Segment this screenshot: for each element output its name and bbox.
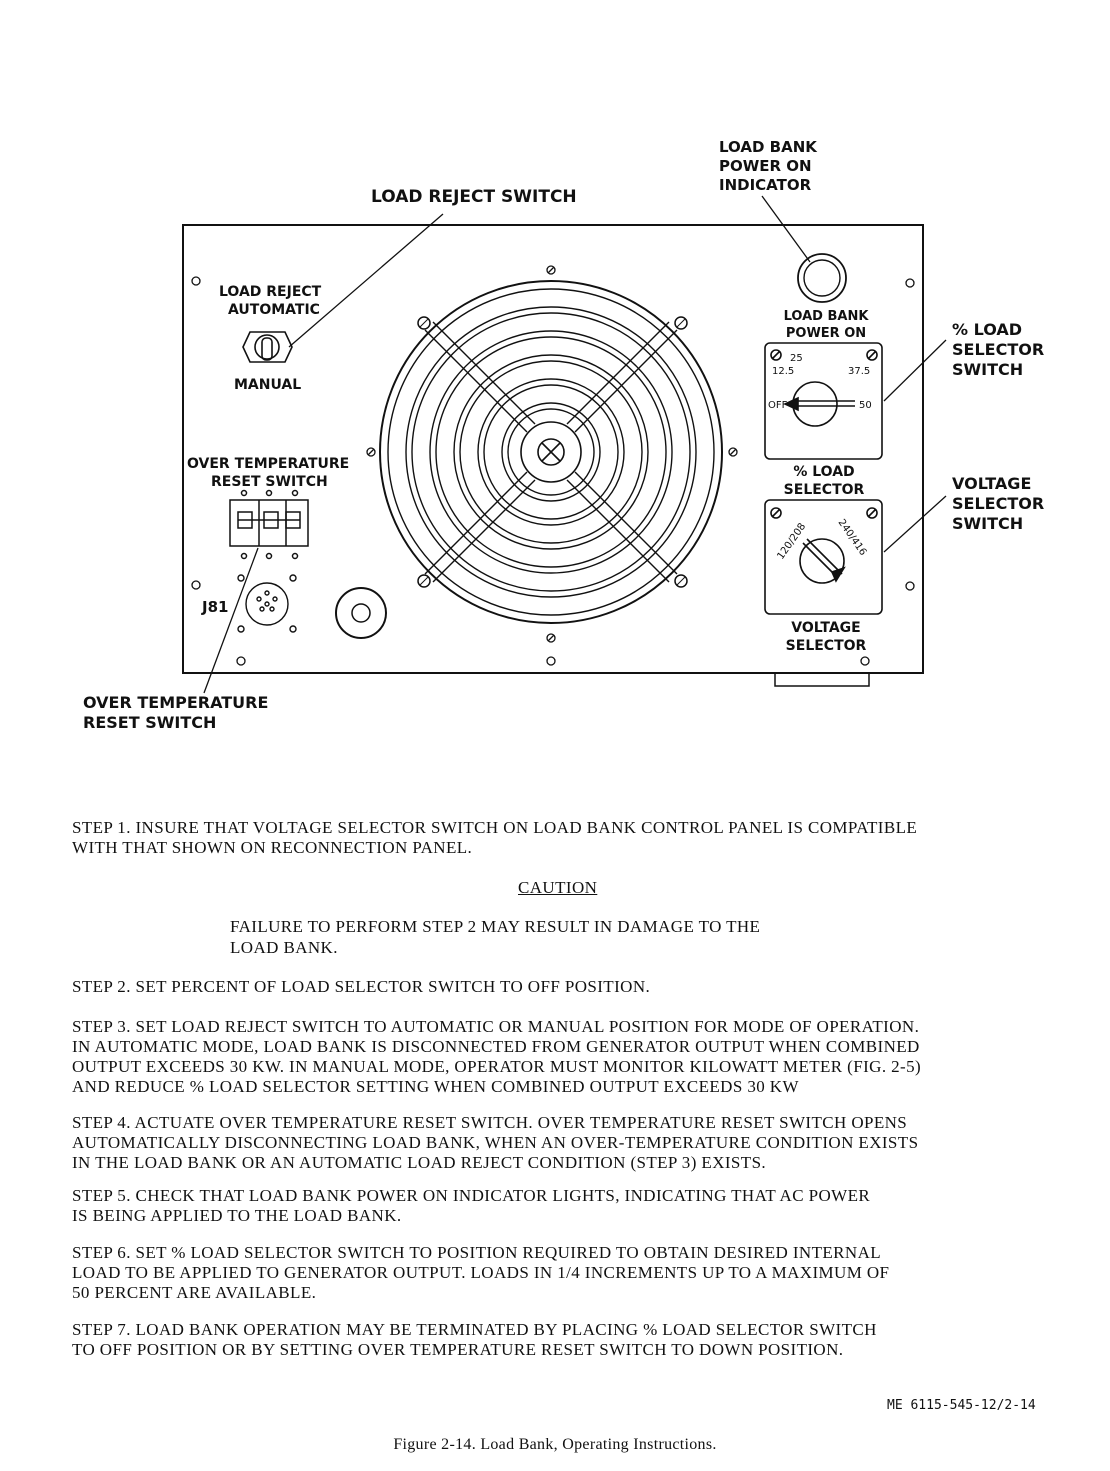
pct-dial-25: 25: [790, 353, 803, 364]
j81-connector: [238, 575, 296, 632]
j81-label: J81: [202, 598, 229, 616]
panel-foot: [775, 673, 869, 686]
panel-plug: [336, 588, 386, 638]
step-6-line-1: STEP 6. SET % LOAD SELECTOR SWITCH TO POSITION REQUIRED TO OBTAIN DESIRED INTERNAL: [72, 1243, 882, 1262]
step-3-line-2: IN AUTOMATIC MODE, LOAD BANK IS DISCONNECTED FROM GENERATOR OUTPUT WHEN COMBINED: [72, 1037, 920, 1056]
manual-label: MANUAL: [234, 377, 302, 393]
volt-dial-120-208: 120/208: [775, 521, 809, 562]
step-6-line-3: 50 PERCENT ARE AVAILABLE.: [72, 1283, 317, 1302]
power-on-leader-line: [762, 196, 810, 262]
step-1: [72, 818, 1072, 858]
voltage-panel-label: VOLTAGE SELECTOR: [785, 620, 867, 654]
pct-load-selector-callout: % LOAD SELECTOR SWITCH: [952, 320, 1045, 379]
pct-dial-37-5: 37.5: [848, 366, 871, 377]
step-7: [72, 1320, 1072, 1360]
step-3: [72, 1017, 1072, 1097]
step-5-line-2: IS BEING APPLIED TO THE LOAD BANK.: [72, 1206, 402, 1225]
step-3-line-1: STEP 3. SET LOAD REJECT SWITCH TO AUTOMATIC OR MANUAL POSITION FOR MODE OF OPERATION.: [72, 1017, 920, 1036]
step-2-line-1: STEP 2. SET PERCENT OF LOAD SELECTOR SWITCH TO OFF POSITION.: [72, 977, 651, 996]
step-4-line-1: STEP 4. ACTUATE OVER TEMPERATURE RESET SWITCH. OVER TEMPERATURE RESET SWITCH OPENS: [72, 1113, 908, 1132]
step-6: [72, 1243, 1072, 1303]
load-reject-top-label: LOAD REJECT AUTOMATIC: [219, 284, 322, 318]
step-3-line-3: OUTPUT EXCEEDS 30 KW. IN MANUAL MODE, OPERATOR MUST MONITOR KILOWATT METER (FIG. 2-5): [72, 1057, 922, 1076]
power-on-indicator-lamp: [798, 254, 846, 302]
step-5-line-1: STEP 5. CHECK THAT LOAD BANK POWER ON INDICATOR LIGHTS, INDICATING THAT AC POWER: [72, 1186, 871, 1205]
figure-reference: ME 6115-545-12/2-14: [887, 1398, 1036, 1413]
over-temp-leader-line: [204, 548, 258, 693]
pct-load-leader-line: [884, 340, 946, 401]
volt-dial-240-416: 240/416: [835, 517, 869, 558]
figure-caption: Figure 2-14. Load Bank, Operating Instructions.: [393, 1436, 717, 1453]
caution-body: [230, 916, 760, 958]
load-reject-switch-callout: LOAD REJECT SWITCH: [371, 187, 577, 207]
step-7-line-2: TO OFF POSITION OR BY SETTING OVER TEMPERATURE RESET SWITCH TO DOWN POSITION.: [72, 1340, 844, 1359]
step-3-line-4: AND REDUCE % LOAD SELECTOR SETTING WHEN COMBINED OUTPUT EXCEEDS 30 KW: [72, 1077, 799, 1096]
power-on-indicator-callout: LOAD BANK POWER ON INDICATOR: [719, 138, 817, 194]
step-5: [72, 1186, 1072, 1226]
over-temp-panel-label: OVER TEMPERATURE RESET SWITCH: [187, 456, 350, 490]
step-4-line-2: AUTOMATICALLY DISCONNECTING LOAD BANK, WHEN AN OVER-TEMPERATURE CONDITION EXISTS: [72, 1133, 919, 1152]
step-4: [72, 1113, 1072, 1173]
pct-dial-12-5: 12.5: [772, 366, 795, 377]
voltage-selector-callout: VOLTAGE SELECTOR SWITCH: [952, 474, 1045, 533]
caution-title: CAUTION: [518, 878, 598, 897]
pct-load-panel-label: % LOAD SELECTOR: [783, 464, 865, 498]
caution-line-2: LOAD BANK.: [230, 938, 338, 957]
step-4-line-3: IN THE LOAD BANK OR AN AUTOMATIC LOAD REJECT CONDITION (STEP 3) EXISTS.: [72, 1153, 767, 1172]
step-7-line-1: STEP 7. LOAD BANK OPERATION MAY BE TERMINATED BY PLACING % LOAD SELECTOR SWITCH: [72, 1320, 877, 1339]
pct-dial-off: OFF: [768, 400, 788, 411]
fan-guard: [380, 281, 722, 623]
load-reject-toggle-switch[interactable]: [243, 332, 292, 362]
step-1-line-1: STEP 1. INSURE THAT VOLTAGE SELECTOR SWITCH ON LOAD BANK CONTROL PANEL IS COMPATIBLE: [72, 818, 918, 837]
step-1-line-2: WITH THAT SHOWN ON RECONNECTION PANEL.: [72, 838, 473, 857]
pct-dial-50: 50: [859, 400, 872, 411]
power-on-panel-label: LOAD BANK POWER ON: [783, 309, 869, 341]
caution-line-1: FAILURE TO PERFORM STEP 2 MAY RESULT IN DAMAGE TO THE: [230, 917, 761, 936]
step-6-line-2: LOAD TO BE APPLIED TO GENERATOR OUTPUT. LOADS IN 1/4 INCREMENTS UP TO A MAXIMUM OF: [72, 1263, 890, 1282]
over-temp-reset-switch[interactable]: [230, 491, 308, 559]
over-temp-callout: OVER TEMPERATURE RESET SWITCH: [83, 693, 269, 732]
step-2: [72, 977, 1072, 997]
voltage-leader-line: [884, 496, 946, 552]
